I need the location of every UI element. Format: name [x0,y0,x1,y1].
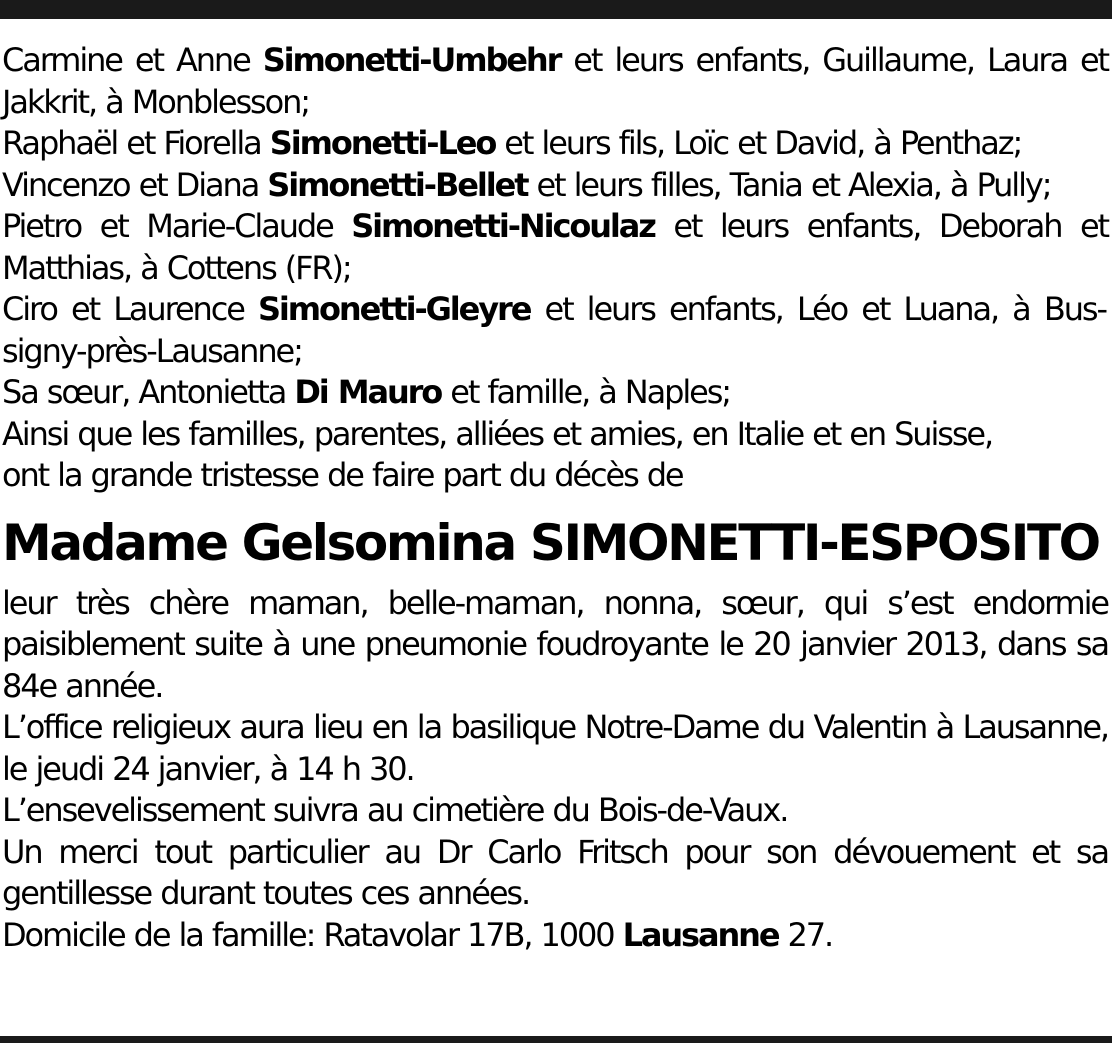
notice-details [2,583,1108,957]
family-name: Simonetti-Umbehr [262,41,561,79]
obituary-notice [2,40,1108,956]
family-name: Simonetti-Gleyre [257,290,531,328]
detail-paragraph: Un merci tout particulier au Dr Carlo Fritsch pour son dévouement et sa gentillesse durant toutes ces années. [2,832,1108,912]
family-name: Simonetti-Leo [269,124,496,162]
family-entry: Vincenzo et Diana Simonetti-Bellet et leurs filles, Tania et Alexia, à Pully; [2,165,1051,204]
family-name: Simonetti-Bellet [267,165,528,204]
family-name: Simonetti-Nicoulaz [351,207,655,245]
detail-paragraph: L’ensevelissement suivra au cimetière du Bois-de-Vaux. [2,791,788,829]
family-entry: Ciro et Laurence Simonetti-Gleyre et leurs enfants, Léo et Luana, à Bussigny-près-Lausanne; [2,290,1108,370]
family-entry: Raphaël et Fiorella Simonetti-Leo et leurs fils, Loïc et David, à Penthaz; [2,124,1022,162]
domicile-line: Domicile de la famille: Ratavolar 17B, 1000 Lausanne 27. [2,915,833,954]
detail-paragraph: L’office religieux aura lieu en la basilique Notre-Dame du Valentin à Lausanne, le jeudi 24 janvier, à 14 h 30. [2,708,1108,788]
family-entry: Pietro et Marie-Claude Simonetti-Nicoulaz et leurs enfants, Deborah et Matthias, à Cottens (FR); [2,207,1109,287]
family-list [2,40,1108,497]
relatives-line: Ainsi que les familles, parentes, alliées et amies, en Italie et en Suisse, [2,414,993,453]
family-entry: Sa sœur, Antonietta Di Mauro et famille, à Naples; [2,373,730,411]
family-name: Di Mauro [294,373,442,411]
bottom-rule [0,1036,1112,1043]
detail-paragraph: leur très chère maman, belle-maman, nonna, sœur, qui s’est endormie paisiblement suite à une pneumonie foudroyante le 20 janvier 2013, dans sa 84e année. [2,583,1108,705]
family-entry: Carmine et Anne Simonetti-Umbehr et leurs enfants, Guillaume, Laura et Jakkrit, à Monblesson; [2,41,1108,121]
top-rule [0,0,1112,19]
deceased-name: Madame Gelsomina SIMONETTI-ESPOSITO [2,513,1099,572]
announcement-line: ont la grande tristesse de faire part du décès de [2,456,683,494]
domicile-city: Lausanne [622,915,779,954]
